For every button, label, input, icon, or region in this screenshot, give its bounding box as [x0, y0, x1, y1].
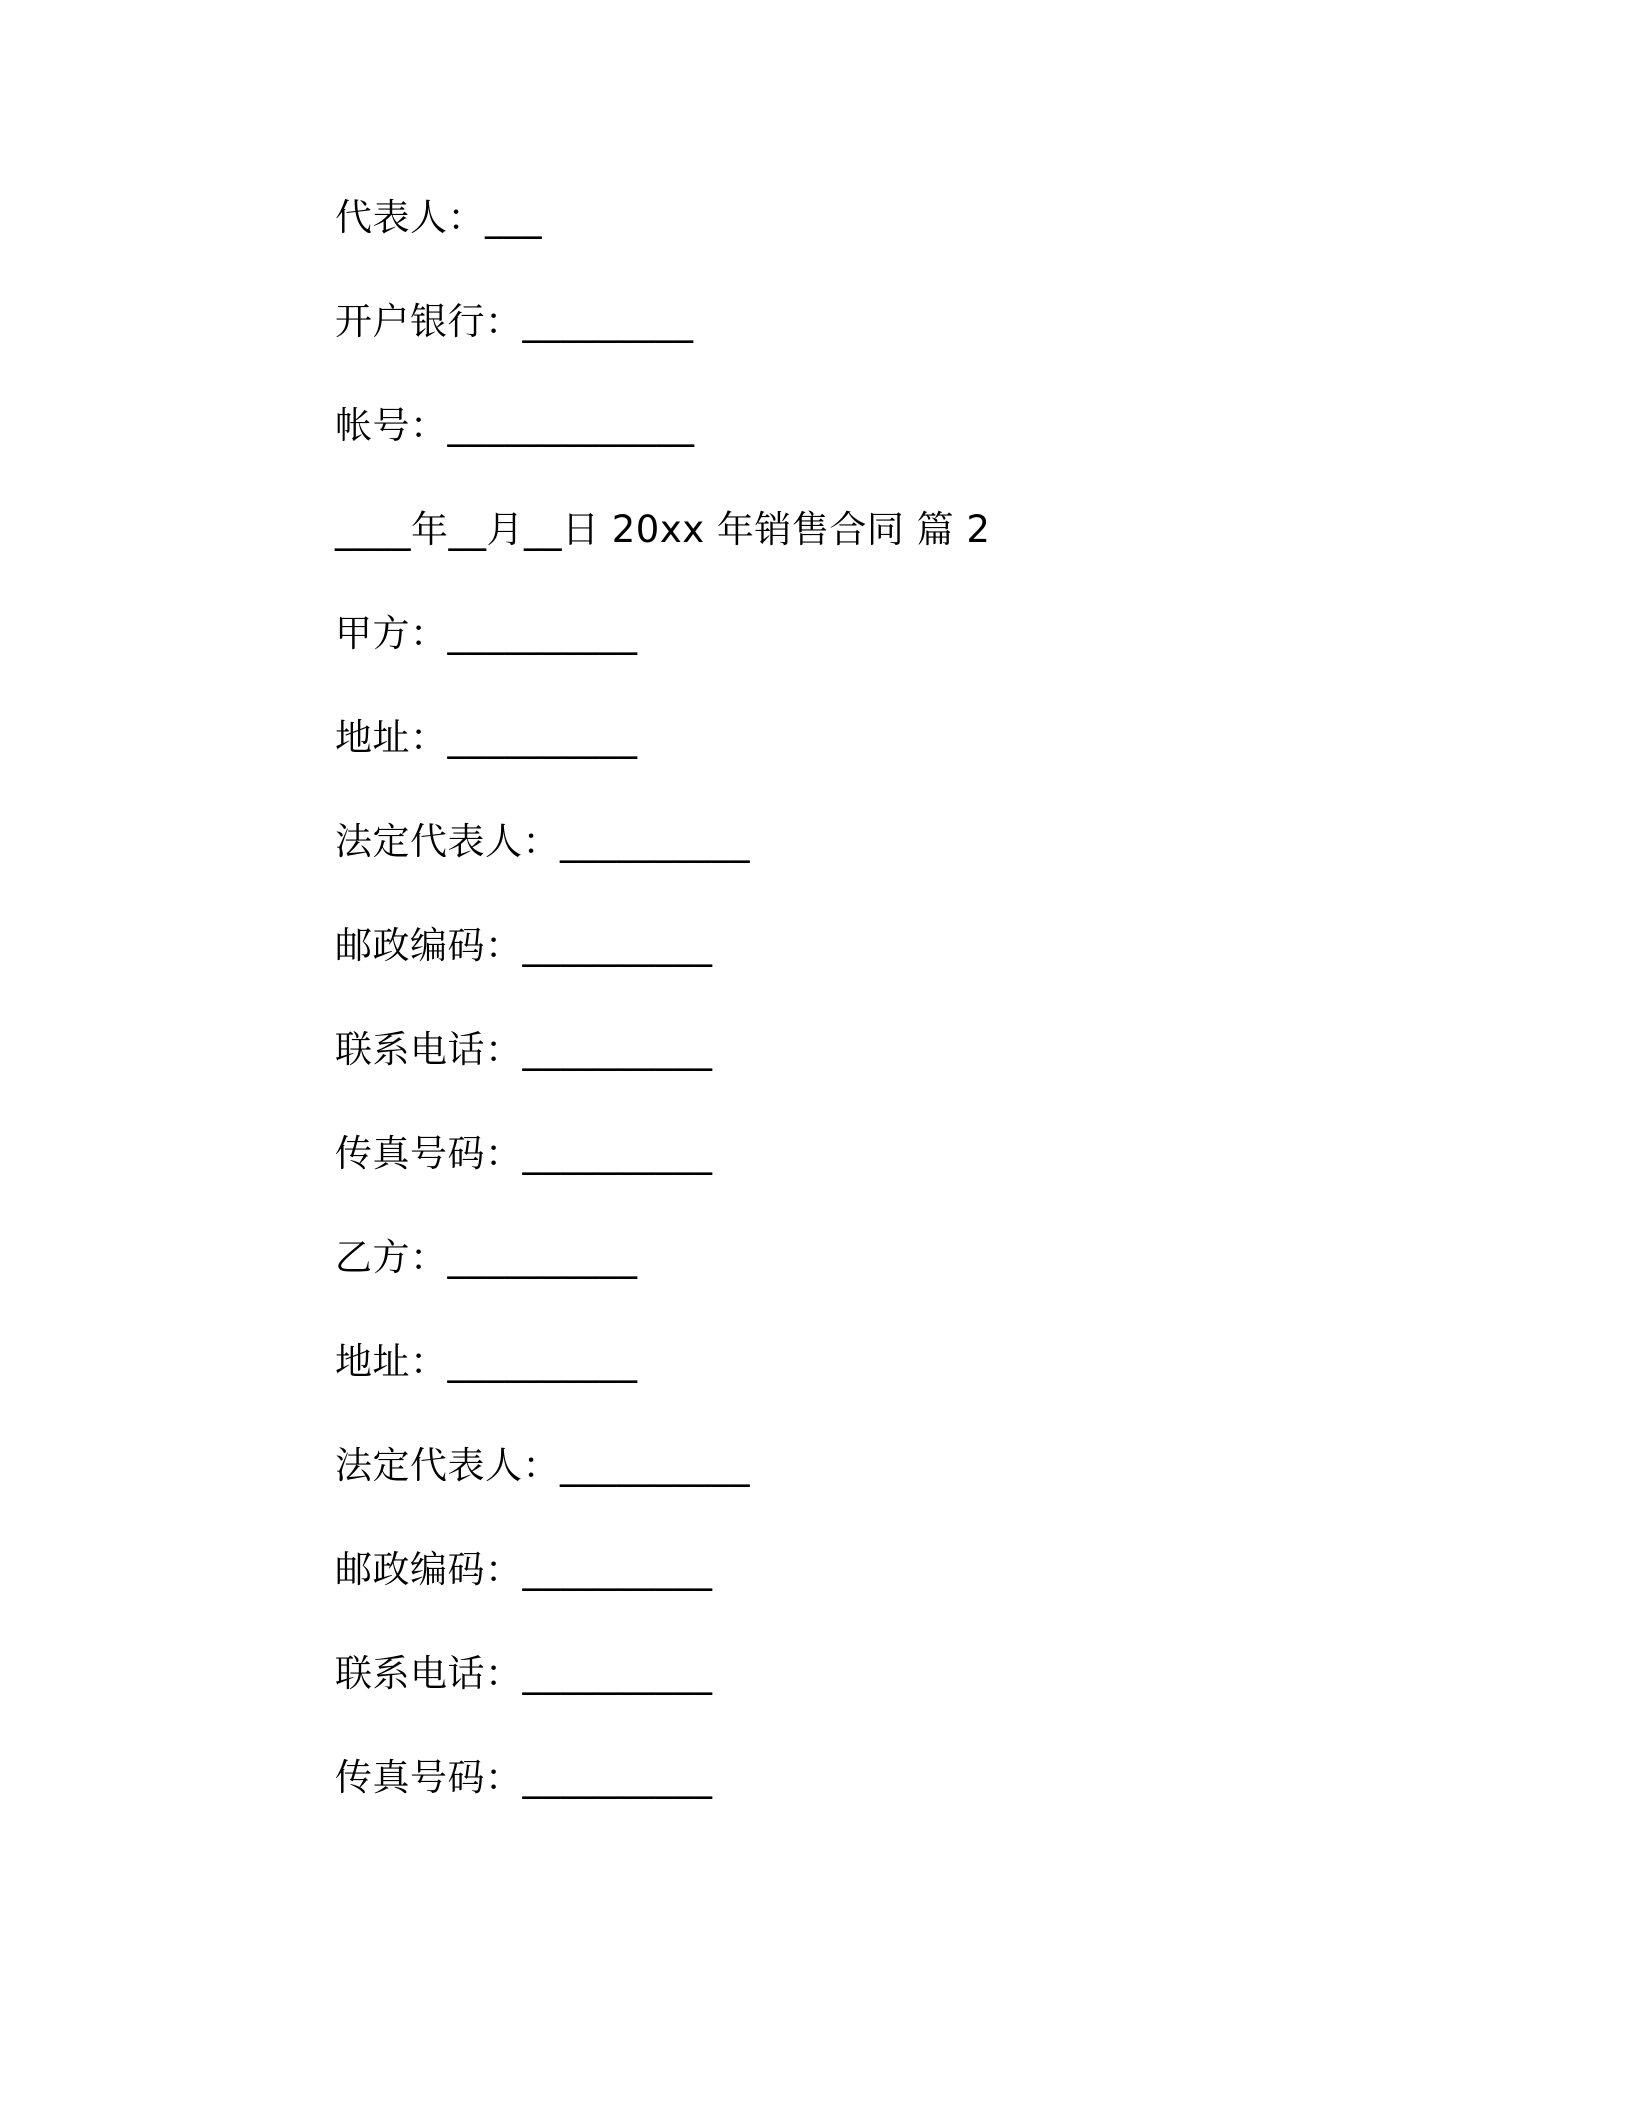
bank-line: 开户银行：_________: [335, 300, 694, 343]
party-a-legal-rep-line: 法定代表人：__________: [335, 820, 750, 863]
account-line: 帐号：_____________: [335, 404, 695, 447]
party-a-phone-line: 联系电话：__________: [335, 1028, 713, 1071]
party-a-address-line: 地址：__________: [335, 716, 638, 759]
party-a-line: 甲方：__________: [335, 612, 638, 655]
party-a-postal-code-line: 邮政编码：__________: [335, 924, 713, 967]
party-b-legal-rep-line: 法定代表人：__________: [335, 1444, 750, 1487]
date-and-heading-line: ____年__月__日 20xx 年销售合同 篇 2: [335, 508, 991, 551]
representative-line: 代表人：___: [335, 196, 542, 239]
party-b-fax-line: 传真号码：__________: [335, 1756, 713, 1799]
party-a-fax-line: 传真号码：__________: [335, 1132, 713, 1175]
party-b-phone-line: 联系电话：__________: [335, 1652, 713, 1695]
document-body: [335, 190, 1535, 1854]
party-b-postal-code-line: 邮政编码：__________: [335, 1548, 713, 1591]
party-b-address-line: 地址：__________: [335, 1340, 638, 1383]
party-b-line: 乙方：__________: [335, 1236, 638, 1279]
